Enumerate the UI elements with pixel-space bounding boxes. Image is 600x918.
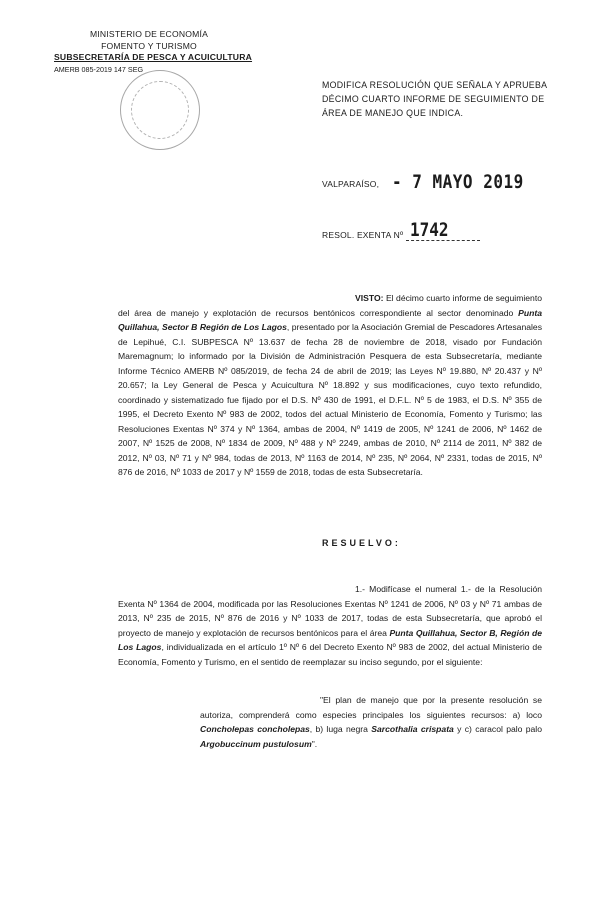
date-stamp: - 7 MAYO 2019 xyxy=(392,170,524,193)
quote-text-2: , b) luga negra xyxy=(309,724,372,734)
visto-text-2: , presentado por la Asociación Gremial de Pescadores Artesanales de Lepihué, C.I. SUBPESCA Nº 13.637 de fecha 28 de noviembre de 2018, visado por Fundación Maremagnum; lo informado por la División de Administración Pesquera de esta Subsecretaría, mediante Informe Técnico AMERB Nº 085/2019, de fecha 24 de abril de 2019; las Leyes Nº 19.880, Nº 20.437 y Nº 20.657; la Ley General de Pesca y Acuicultura Nº 18.892 y sus modificaciones, cuyo texto refundido, coordinado y sistematizado fue fijado por el D.S. Nº 430 de 1991, el D.F.L. Nº 5 de 1983, el D.S. Nº 355 de 1995, el Decreto Exento Nº 983 de 2002, todos del actual Ministerio de Economía, Fomento y Turismo; las Resoluciones Exentas Nº 374 y Nº 1364, ambas de 2004, Nº 1419 de 2005, Nº 1241 de 2006, Nº 1462 de 2007, Nº 1525 de 2008, Nº 1834 de 2009, Nº 488 y Nº 2249, ambas de 2010, Nº 2114 de 2011, Nº 382 de 2012, Nº 03, Nº 71 y Nº 984, todas de 2013, Nº 1163 de 2014, Nº 235, Nº 2064, Nº 2331, todas de 2015, Nº 876 de 2016, Nº 1033 de 2017 y Nº 1559 de 2018, todas de esta Subsecretaría. xyxy=(118,322,542,477)
resolution-label: RESOL. EXENTA Nº xyxy=(322,230,404,240)
reference-code: AMERB 085-2019 147 SEG xyxy=(54,64,144,74)
resolution-number: 1742 xyxy=(410,218,449,241)
visto-area-name: Punta Quillahua, Sector B Región de Los Lagos xyxy=(118,307,542,332)
quote-text-1: "El plan de manejo que por la presente resolución se autoriza, comprenderá como especies principales los siguientes recursos: a) loco xyxy=(200,695,542,720)
visto-text-1: El décimo cuarto informe de seguimiento del área de manejo y explotación de recursos bentónicos correspondiente al sector denominado xyxy=(118,293,542,318)
quoted-paragraph xyxy=(200,693,542,751)
article-1-text-1: 1.- Modifícase el numeral 1.- de la Resolución Exenta Nº 1364 de 2004, modificada por las Resoluciones Exentas Nº 1241 de 2006, Nº 03 y Nº 71 ambas de 2013, Nº 235 de 2015, Nº 876 de 2016 y Nº 1033 de 2017, todas de esta Subsecretaría, que aprobó el proyecto de manejo y explotación de recursos bentónicos para el área xyxy=(118,584,542,638)
ministry-name: MINISTERIO DE ECONOMÍA xyxy=(89,29,209,39)
species-3: Argobuccinum pustulosum xyxy=(200,738,312,749)
species-2: Sarcothalia crispata xyxy=(371,724,454,734)
quote-text-4: ". xyxy=(311,738,318,749)
official-stamp-icon xyxy=(120,70,200,150)
resolution-number-block xyxy=(322,218,582,246)
resolution-underline xyxy=(406,240,480,241)
article-1-area-name: Punta Quillahua, Sector B, Región de Los Lagos xyxy=(118,627,542,652)
species-1: Concholepas concholepas xyxy=(200,724,310,734)
quote-text-3: y c) caracol palo palo xyxy=(453,724,542,734)
ministry-subtitle: FOMENTO Y TURISMO xyxy=(101,40,197,51)
place: VALPARAÍSO, xyxy=(322,179,380,189)
letterhead xyxy=(54,29,253,74)
article-1-text-2: , individualizada en el artículo 1º Nº 6 del Decreto Exento Nº 983 de 2002, del actual Ministerio de Economía, Fomento y Turismo, en el sentido de reemplazar su inciso segundo, por el siguiente: xyxy=(118,642,542,667)
subsecretariat-name: SUBSECRETARÍA DE PESCA Y ACUICULTURA xyxy=(54,52,253,62)
stamp-inner-ring xyxy=(131,81,189,139)
place-date xyxy=(322,172,582,198)
resuelvo-heading: RESUELVO: xyxy=(322,538,401,548)
article-1-paragraph xyxy=(118,582,542,669)
visto-paragraph xyxy=(118,291,542,480)
visto-label: VISTO: xyxy=(355,293,384,303)
resolution-summary: MODIFICA RESOLUCIÓN QUE SEÑALA Y APRUEBA DÉCIMO CUARTO INFORME DE SEGUIMIENTO DE ÁREA DE MANEJO QUE INDICA. xyxy=(322,80,547,118)
